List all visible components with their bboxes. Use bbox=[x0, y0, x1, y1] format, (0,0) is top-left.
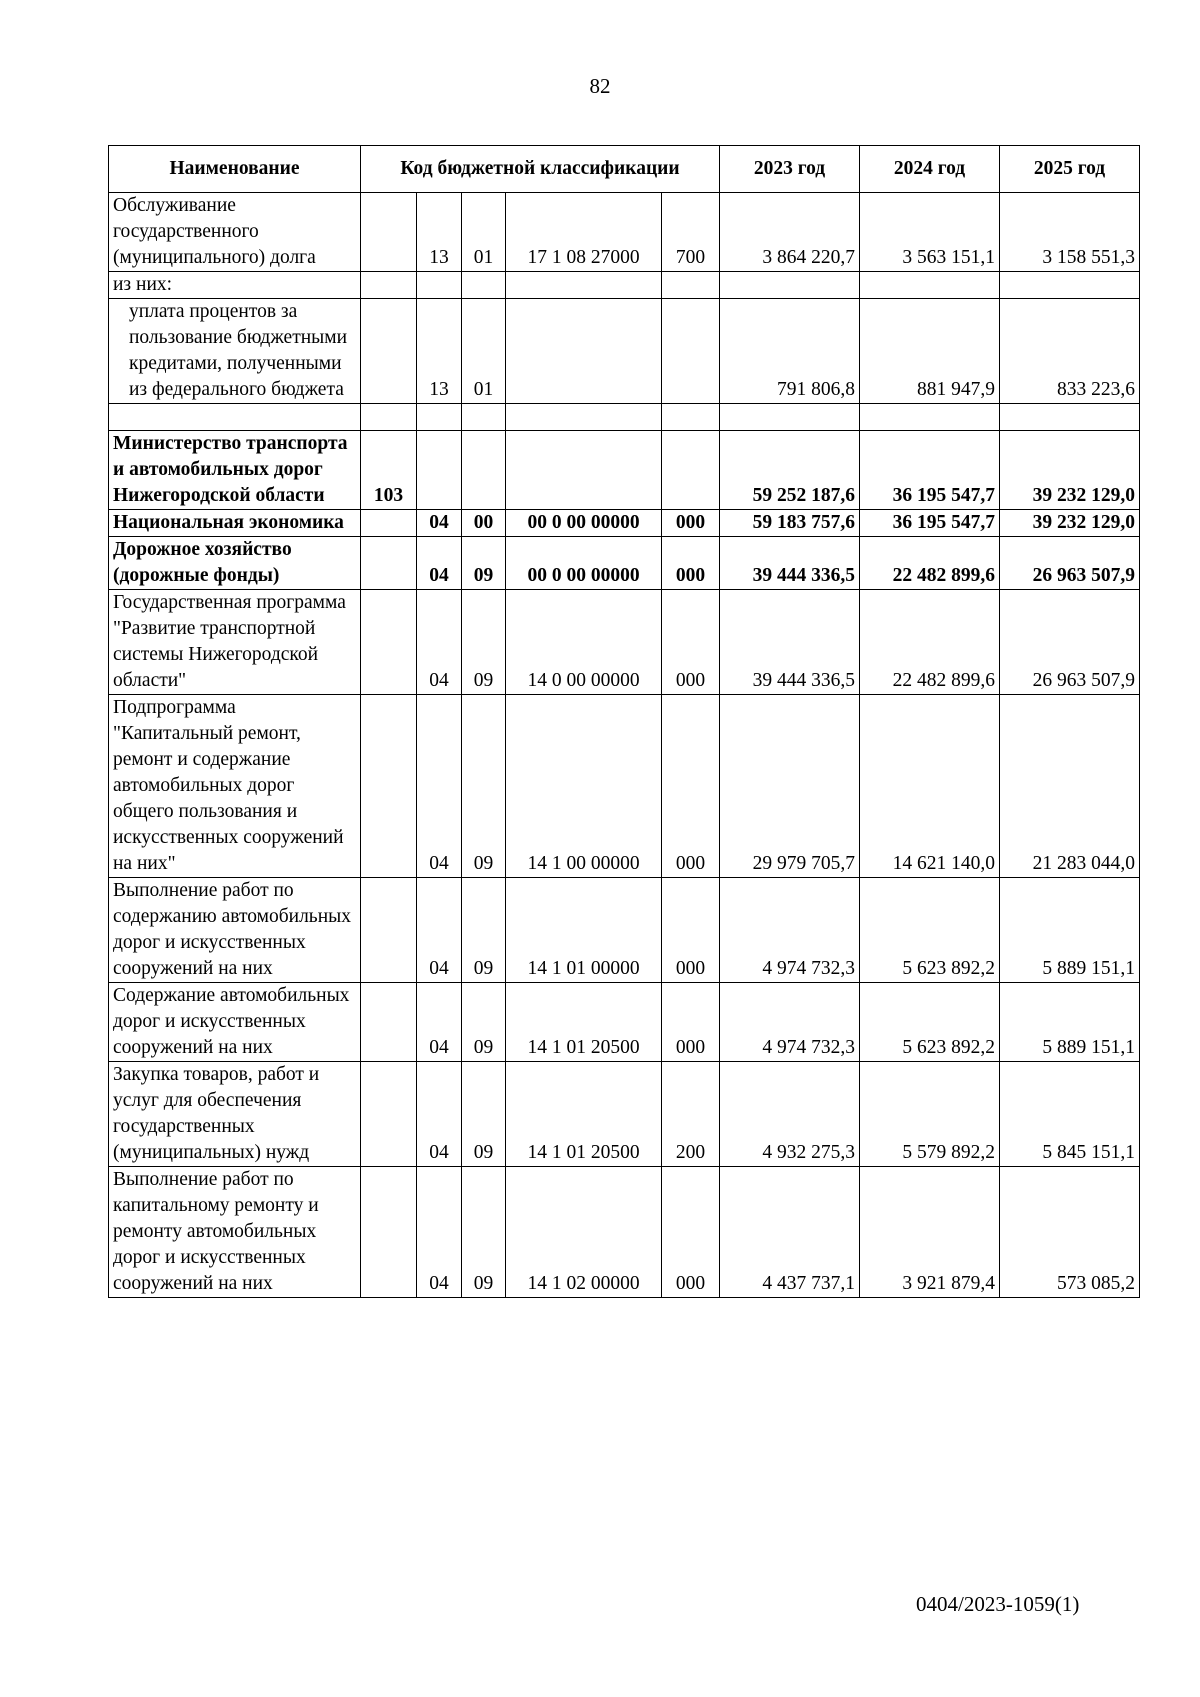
row-pr: 01 bbox=[462, 193, 506, 272]
row-2025 bbox=[1000, 404, 1140, 431]
row-pr: 09 bbox=[462, 590, 506, 695]
row-csr: 14 1 01 20500 bbox=[506, 983, 662, 1062]
row-csr: 17 1 08 27000 bbox=[506, 193, 662, 272]
row-2023: 59 252 187,6 bbox=[720, 431, 860, 510]
row-pr: 09 bbox=[462, 695, 506, 878]
row-csr: 00 0 00 00000 bbox=[506, 537, 662, 590]
row-2025: 5 889 151,1 bbox=[1000, 878, 1140, 983]
row-2023 bbox=[720, 272, 860, 299]
row-ved bbox=[361, 983, 417, 1062]
row-csr bbox=[506, 272, 662, 299]
table-row bbox=[109, 1167, 1140, 1298]
header-name: Наименование bbox=[109, 146, 361, 193]
row-vr: 700 bbox=[662, 193, 720, 272]
row-2023 bbox=[720, 404, 860, 431]
row-name: Закупка товаров, работ и услуг для обеспечения государственных (муниципальных) нужд bbox=[109, 1062, 361, 1167]
row-2024: 5 623 892,2 bbox=[860, 878, 1000, 983]
row-2024: 881 947,9 bbox=[860, 299, 1000, 404]
row-2025: 26 963 507,9 bbox=[1000, 537, 1140, 590]
row-2025: 39 232 129,0 bbox=[1000, 431, 1140, 510]
row-csr bbox=[506, 299, 662, 404]
table-row bbox=[109, 431, 1140, 510]
table-row bbox=[109, 299, 1140, 404]
table-row bbox=[109, 695, 1140, 878]
table-header-row bbox=[109, 146, 1140, 193]
row-vr bbox=[662, 431, 720, 510]
table-row bbox=[109, 510, 1140, 537]
row-rz: 13 bbox=[417, 193, 462, 272]
row-name: Выполнение работ по содержанию автомобильных дорог и искусственных сооружений на них bbox=[109, 878, 361, 983]
table-row bbox=[109, 1062, 1140, 1167]
row-ved bbox=[361, 299, 417, 404]
page-number: 82 bbox=[589, 74, 611, 98]
row-ved bbox=[361, 1167, 417, 1298]
row-2024: 36 195 547,7 bbox=[860, 431, 1000, 510]
row-name: Подпрограмма "Капитальный ремонт, ремонт и содержание автомобильных дорог общего пользования и искусственных сооружений на них" bbox=[109, 695, 361, 878]
row-2024: 5 623 892,2 bbox=[860, 983, 1000, 1062]
table-row bbox=[109, 272, 1140, 299]
row-vr: 000 bbox=[662, 878, 720, 983]
document-code: 0404/2023-1059(1) bbox=[916, 1592, 1080, 1616]
row-2023: 4 974 732,3 bbox=[720, 878, 860, 983]
row-pr: 09 bbox=[462, 878, 506, 983]
row-2025: 26 963 507,9 bbox=[1000, 590, 1140, 695]
header-2025: 2025 год bbox=[1000, 146, 1140, 193]
row-name: Министерство транспорта и автомобильных дорог Нижегородской области bbox=[109, 431, 361, 510]
row-rz: 04 bbox=[417, 1167, 462, 1298]
row-2023: 39 444 336,5 bbox=[720, 590, 860, 695]
row-ved bbox=[361, 272, 417, 299]
row-name: Выполнение работ по капитальному ремонту и ремонту автомобильных дорог и искусственных сооружений на них bbox=[109, 1167, 361, 1298]
row-name: Государственная программа "Развитие транспортной системы Нижегородской области" bbox=[109, 590, 361, 695]
row-rz: 04 bbox=[417, 537, 462, 590]
row-2024 bbox=[860, 404, 1000, 431]
row-rz: 04 bbox=[417, 510, 462, 537]
table-row bbox=[109, 404, 1140, 431]
row-csr bbox=[506, 404, 662, 431]
row-name: Содержание автомобильных дорог и искусственных сооружений на них bbox=[109, 983, 361, 1062]
row-rz: 04 bbox=[417, 878, 462, 983]
row-2025: 39 232 129,0 bbox=[1000, 510, 1140, 537]
row-ved bbox=[361, 590, 417, 695]
row-ved bbox=[361, 695, 417, 878]
row-vr: 000 bbox=[662, 590, 720, 695]
row-vr: 000 bbox=[662, 537, 720, 590]
row-2024 bbox=[860, 272, 1000, 299]
row-rz: 13 bbox=[417, 299, 462, 404]
row-rz: 04 bbox=[417, 590, 462, 695]
row-2023: 29 979 705,7 bbox=[720, 695, 860, 878]
row-2023: 59 183 757,6 bbox=[720, 510, 860, 537]
row-csr: 14 1 01 20500 bbox=[506, 1062, 662, 1167]
row-csr: 14 1 02 00000 bbox=[506, 1167, 662, 1298]
row-ved bbox=[361, 1062, 417, 1167]
header-code: Код бюджетной классификации bbox=[361, 146, 720, 193]
row-rz: 04 bbox=[417, 1062, 462, 1167]
row-name: Обслуживание государственного (муниципального) долга bbox=[109, 193, 361, 272]
row-ved bbox=[361, 404, 417, 431]
row-ved bbox=[361, 537, 417, 590]
row-2023: 4 437 737,1 bbox=[720, 1167, 860, 1298]
row-2025: 5 845 151,1 bbox=[1000, 1062, 1140, 1167]
row-pr bbox=[462, 272, 506, 299]
row-2023: 4 932 275,3 bbox=[720, 1062, 860, 1167]
row-vr bbox=[662, 272, 720, 299]
row-csr bbox=[506, 431, 662, 510]
row-2023: 791 806,8 bbox=[720, 299, 860, 404]
row-2024: 3 921 879,4 bbox=[860, 1167, 1000, 1298]
row-name: Национальная экономика bbox=[109, 510, 361, 537]
row-2024: 36 195 547,7 bbox=[860, 510, 1000, 537]
table-row bbox=[109, 537, 1140, 590]
row-pr: 09 bbox=[462, 1167, 506, 1298]
row-rz: 04 bbox=[417, 695, 462, 878]
row-name: из них: bbox=[109, 272, 361, 299]
row-vr: 000 bbox=[662, 1167, 720, 1298]
row-ved: 103 bbox=[361, 431, 417, 510]
row-pr: 09 bbox=[462, 537, 506, 590]
table-row bbox=[109, 590, 1140, 695]
budget-table bbox=[108, 145, 1140, 1298]
row-2025 bbox=[1000, 272, 1140, 299]
row-rz bbox=[417, 431, 462, 510]
row-pr: 09 bbox=[462, 983, 506, 1062]
table-row bbox=[109, 878, 1140, 983]
header-2024: 2024 год bbox=[860, 146, 1000, 193]
header-2023: 2023 год bbox=[720, 146, 860, 193]
row-ved bbox=[361, 878, 417, 983]
row-pr bbox=[462, 404, 506, 431]
row-2025: 833 223,6 bbox=[1000, 299, 1140, 404]
row-name bbox=[109, 404, 361, 431]
row-2025: 573 085,2 bbox=[1000, 1167, 1140, 1298]
row-csr: 00 0 00 00000 bbox=[506, 510, 662, 537]
row-rz bbox=[417, 272, 462, 299]
row-name: Дорожное хозяйство (дорожные фонды) bbox=[109, 537, 361, 590]
row-2025: 3 158 551,3 bbox=[1000, 193, 1140, 272]
row-pr: 01 bbox=[462, 299, 506, 404]
row-vr: 000 bbox=[662, 510, 720, 537]
row-pr bbox=[462, 431, 506, 510]
row-vr bbox=[662, 404, 720, 431]
row-2025: 5 889 151,1 bbox=[1000, 983, 1140, 1062]
row-vr: 200 bbox=[662, 1062, 720, 1167]
row-ved bbox=[361, 510, 417, 537]
row-2024: 22 482 899,6 bbox=[860, 590, 1000, 695]
row-ved bbox=[361, 193, 417, 272]
row-2024: 22 482 899,6 bbox=[860, 537, 1000, 590]
row-csr: 14 1 00 00000 bbox=[506, 695, 662, 878]
row-csr: 14 0 00 00000 bbox=[506, 590, 662, 695]
row-2023: 4 974 732,3 bbox=[720, 983, 860, 1062]
row-2025: 21 283 044,0 bbox=[1000, 695, 1140, 878]
row-2023: 39 444 336,5 bbox=[720, 537, 860, 590]
row-2023: 3 864 220,7 bbox=[720, 193, 860, 272]
row-vr: 000 bbox=[662, 695, 720, 878]
row-csr: 14 1 01 00000 bbox=[506, 878, 662, 983]
row-pr: 09 bbox=[462, 1062, 506, 1167]
row-pr: 00 bbox=[462, 510, 506, 537]
table-row bbox=[109, 193, 1140, 272]
row-vr: 000 bbox=[662, 983, 720, 1062]
row-2024: 3 563 151,1 bbox=[860, 193, 1000, 272]
row-rz: 04 bbox=[417, 983, 462, 1062]
row-rz bbox=[417, 404, 462, 431]
row-2024: 14 621 140,0 bbox=[860, 695, 1000, 878]
table-row bbox=[109, 983, 1140, 1062]
row-name: уплата процентов за пользование бюджетными кредитами, полученными из федерального бюджета bbox=[109, 299, 361, 404]
row-2024: 5 579 892,2 bbox=[860, 1062, 1000, 1167]
row-vr bbox=[662, 299, 720, 404]
